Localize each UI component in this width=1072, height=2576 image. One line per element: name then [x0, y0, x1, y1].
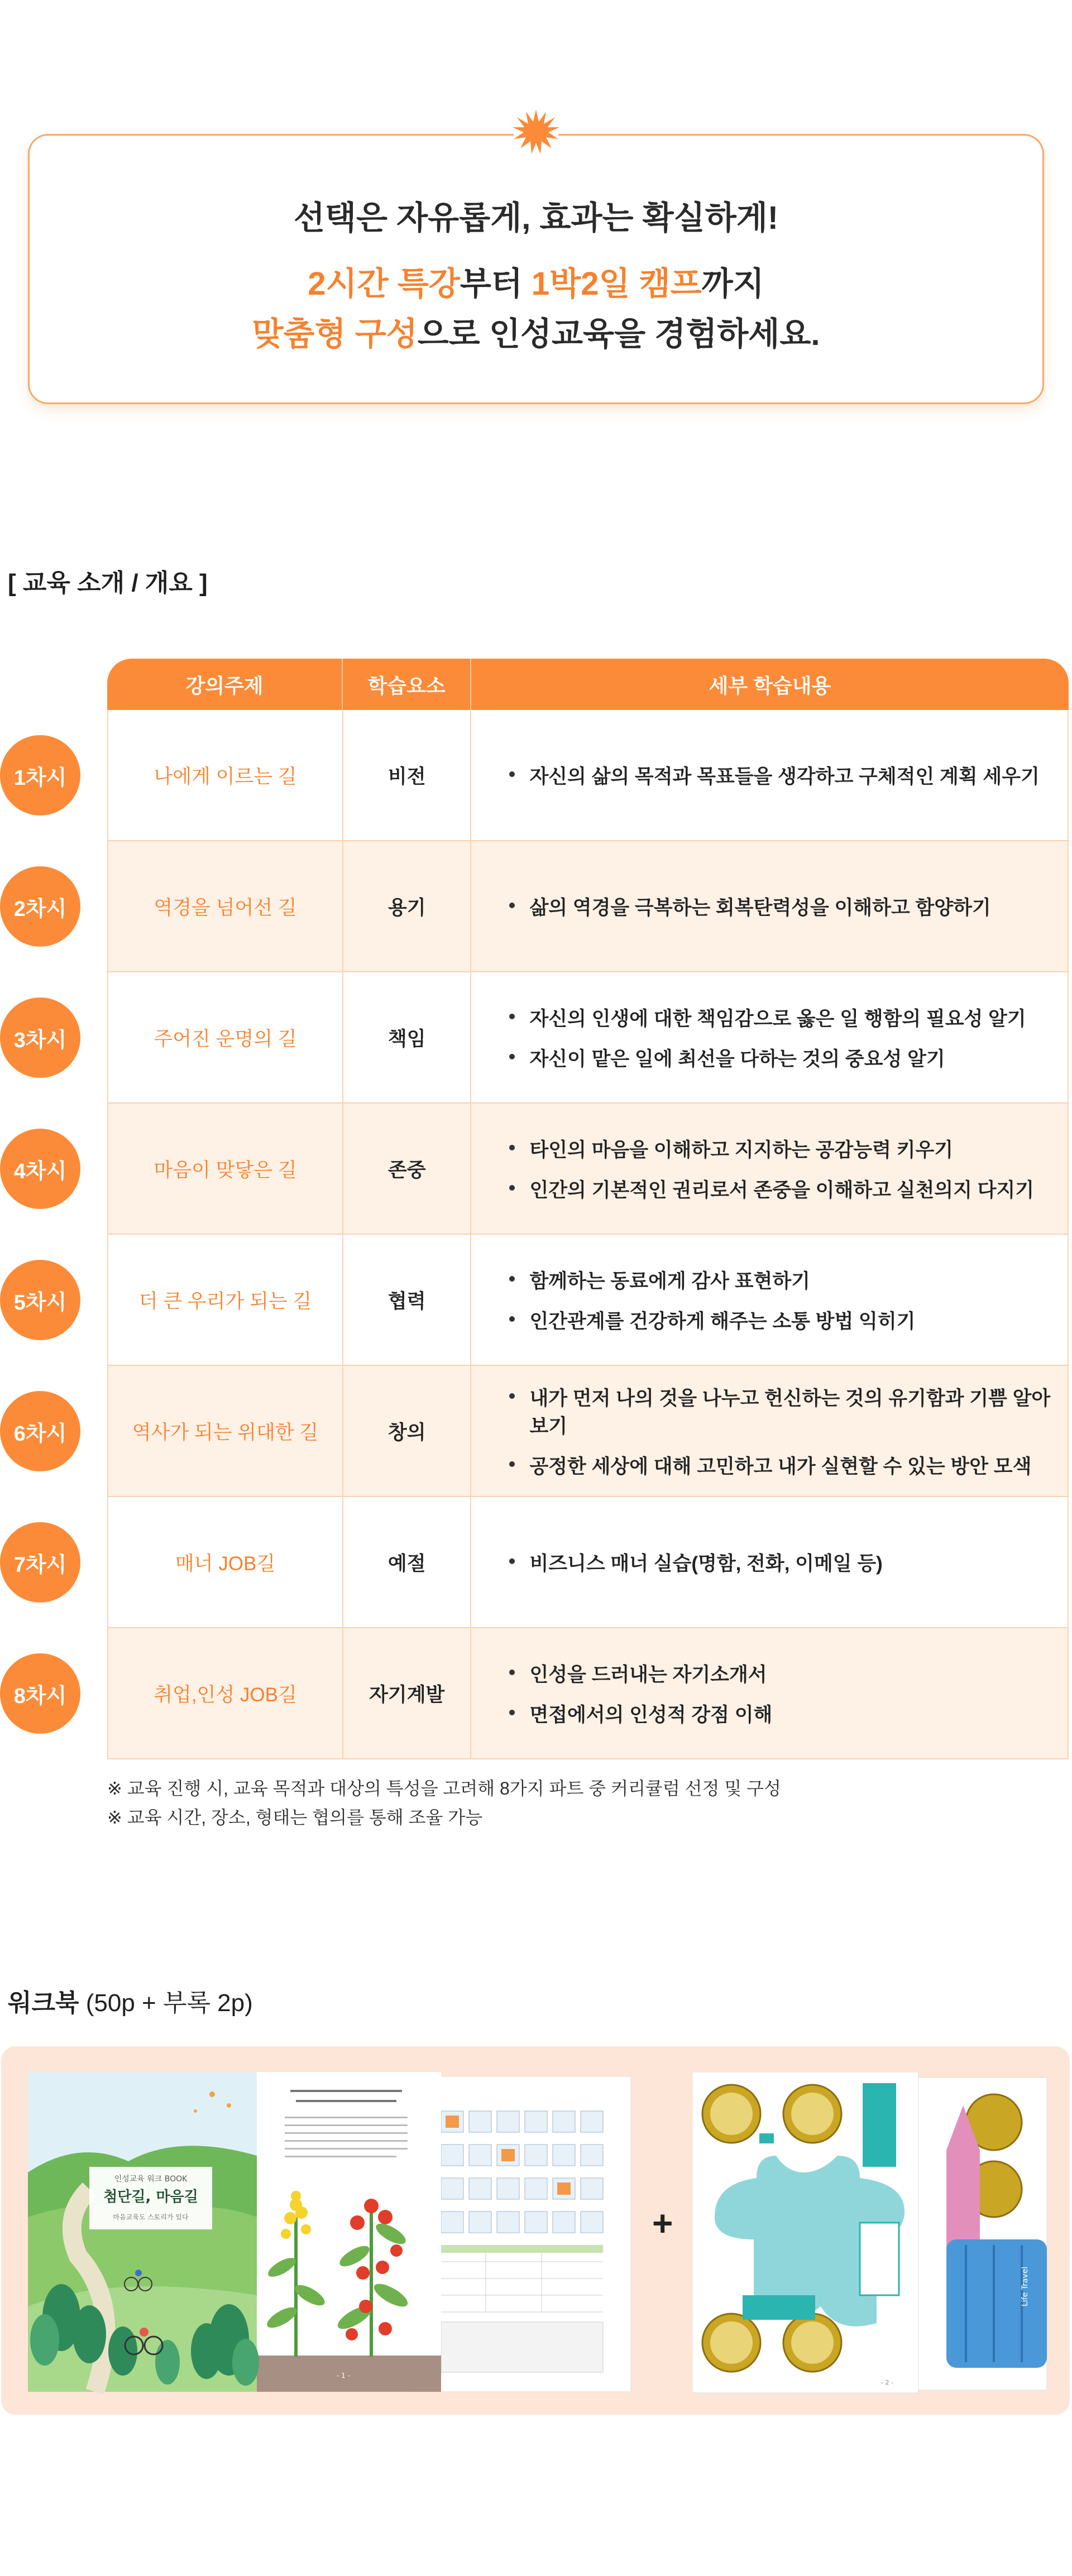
- section-title-curriculum: [ 교육 소개 / 개요 ]: [8, 569, 208, 597]
- header-topic: 강의주제: [185, 674, 264, 697]
- detail-bullet: 삶의 역경을 극복하는 회복탄력성을 이해하고 함양하기: [509, 893, 990, 920]
- detail-bullet: 함께하는 동료에게 감사 표현하기: [509, 1266, 810, 1294]
- detail-bullet: 인간의 기본적인 권리로서 존중을 이해하고 실천의지 다지기: [509, 1175, 1034, 1203]
- curriculum-notes: [107, 1774, 781, 1832]
- session-badge: 3차시: [0, 997, 80, 1078]
- hero-text: 부터: [460, 266, 532, 302]
- tag-text: Life Travel: [1021, 2266, 1030, 2306]
- workbook-spread-illustration: [28, 2072, 636, 2396]
- table-row: [107, 841, 1069, 972]
- cell-topic: 마음이 맞닿은 길: [154, 1159, 297, 1181]
- table-row: [107, 1235, 1069, 1366]
- cell-detail: [470, 1628, 1068, 1758]
- detail-bullet: 자신의 인생에 대한 책임감으로 옳은 일 행함의 필요성 알기: [509, 1004, 1026, 1032]
- cell-element: 창의: [342, 1366, 470, 1496]
- book-cover-subtitle: 마음교육도 스토리가 있다: [113, 2213, 189, 2221]
- curriculum-table: [107, 659, 1069, 1759]
- cell-element: 책임: [342, 972, 470, 1102]
- table-row: [107, 1628, 1069, 1759]
- cell-detail: [470, 1497, 1068, 1627]
- workbook-title: 워크북: [8, 1989, 79, 2017]
- note-schedule: ※ 교육 시간, 장소, 형태는 협의를 통해 조율 가능: [107, 1807, 483, 1827]
- hero-highlight-lecture: 2시간 특강: [308, 266, 460, 302]
- detail-bullet: 자신의 삶의 목적과 목표들을 생각하고 구체적인 계획 세우기: [509, 761, 1039, 789]
- detail-bullet: 비즈니스 매너 실습(명함, 전화, 이메일 등): [509, 1548, 882, 1576]
- detail-bullet: 공정한 세상에 대해 고민하고 내가 실현할 수 있는 방안 모색: [509, 1451, 1031, 1479]
- header-detail: 세부 학습내용: [470, 659, 1069, 710]
- table-body: [107, 710, 1069, 1759]
- hero-callout: [28, 134, 1044, 404]
- cell-topic: 나에게 이르는 길: [154, 765, 297, 788]
- session-badge: 8차시: [0, 1653, 80, 1734]
- cell-element: 존중: [342, 1104, 470, 1234]
- table-row: [107, 1104, 1069, 1235]
- cell-topic: 역경을 넘어선 길: [154, 896, 297, 919]
- table-header: [107, 659, 1069, 710]
- hero-headline: 선택은 자유롭게, 효과는 확실하게!: [293, 200, 779, 236]
- hero-text: 으로 인성교육을 경험하세요.: [417, 316, 820, 352]
- header-element: 학습요소: [342, 659, 470, 710]
- appendix-page-number: - 2 -: [881, 2379, 893, 2386]
- table-row: [107, 1497, 1069, 1628]
- section-title-workbook: [8, 1983, 253, 2018]
- cell-topic: 매너 JOB길: [175, 1552, 276, 1575]
- detail-bullet: 인간관계를 건강하게 해주는 소통 방법 익히기: [509, 1306, 915, 1334]
- cell-detail: [470, 972, 1068, 1102]
- session-badge: 6차시: [0, 1391, 80, 1471]
- starburst-icon: [513, 108, 559, 155]
- cell-detail: [470, 1235, 1068, 1365]
- hero-highlight-custom: 맞춤형 구성: [252, 316, 418, 352]
- detail-bullet: 면접에서의 인성적 강점 이해: [509, 1700, 772, 1728]
- table-row: [107, 710, 1069, 841]
- cell-element: 비전: [342, 710, 470, 840]
- cell-topic: 취업,인성 JOB길: [154, 1683, 297, 1706]
- cell-detail: [470, 1104, 1068, 1234]
- session-badge: 2차시: [0, 866, 80, 947]
- hero-text: 까지: [701, 266, 764, 302]
- cell-element: 용기: [342, 841, 470, 971]
- session-badge: 4차시: [0, 1129, 80, 1209]
- cell-element: 협력: [342, 1235, 470, 1365]
- book-cover-series: 인성교육 워크 BOOK: [114, 2175, 188, 2184]
- detail-bullet: 내가 먼저 나의 것을 나누고 헌신하는 것의 유기함과 기쁨 알아보기: [509, 1383, 1068, 1439]
- session-badge: 1차시: [0, 735, 80, 816]
- book-cover-title: 첨단길, 마음길: [103, 2189, 198, 2205]
- cell-element: 예절: [342, 1497, 470, 1627]
- cell-topic: 더 큰 우리가 되는 길: [138, 1290, 312, 1312]
- cell-detail: [470, 710, 1068, 840]
- plus-sign: +: [652, 2203, 673, 2243]
- cell-topic: 역사가 되는 위대한 길: [132, 1421, 319, 1443]
- cell-detail: [470, 841, 1068, 971]
- hero-highlight-camp: 1박2일 캠프: [531, 266, 702, 302]
- table-row: [107, 1366, 1069, 1497]
- appendix-illustration: [692, 2072, 1050, 2396]
- session-badge: 5차시: [0, 1260, 80, 1340]
- detail-bullet: 자신이 맡은 일에 최선을 다하는 것의 중요성 알기: [509, 1044, 945, 1072]
- detail-bullet: 타인의 마음을 이해하고 지지하는 공감능력 키우기: [509, 1135, 953, 1163]
- table-row: [107, 972, 1069, 1104]
- detail-bullet: 인성을 드러내는 자기소개서: [509, 1659, 767, 1687]
- cell-topic: 주어진 운명의 길: [154, 1028, 297, 1050]
- session-badge: 7차시: [0, 1522, 80, 1603]
- cell-element: 자기계발: [342, 1628, 470, 1758]
- hero-subline-1: [30, 257, 1042, 304]
- cell-detail: [470, 1366, 1068, 1496]
- note-curriculum: ※ 교육 진행 시, 교육 목적과 대상의 특성을 고려해 8가지 파트 중 커리큘럼 선정 및 구성: [107, 1778, 781, 1798]
- workbook-page-count: (50p + 부록 2p): [79, 1989, 253, 2017]
- hero-subline-2: [30, 308, 1042, 354]
- page-number: - 1 -: [337, 2372, 350, 2380]
